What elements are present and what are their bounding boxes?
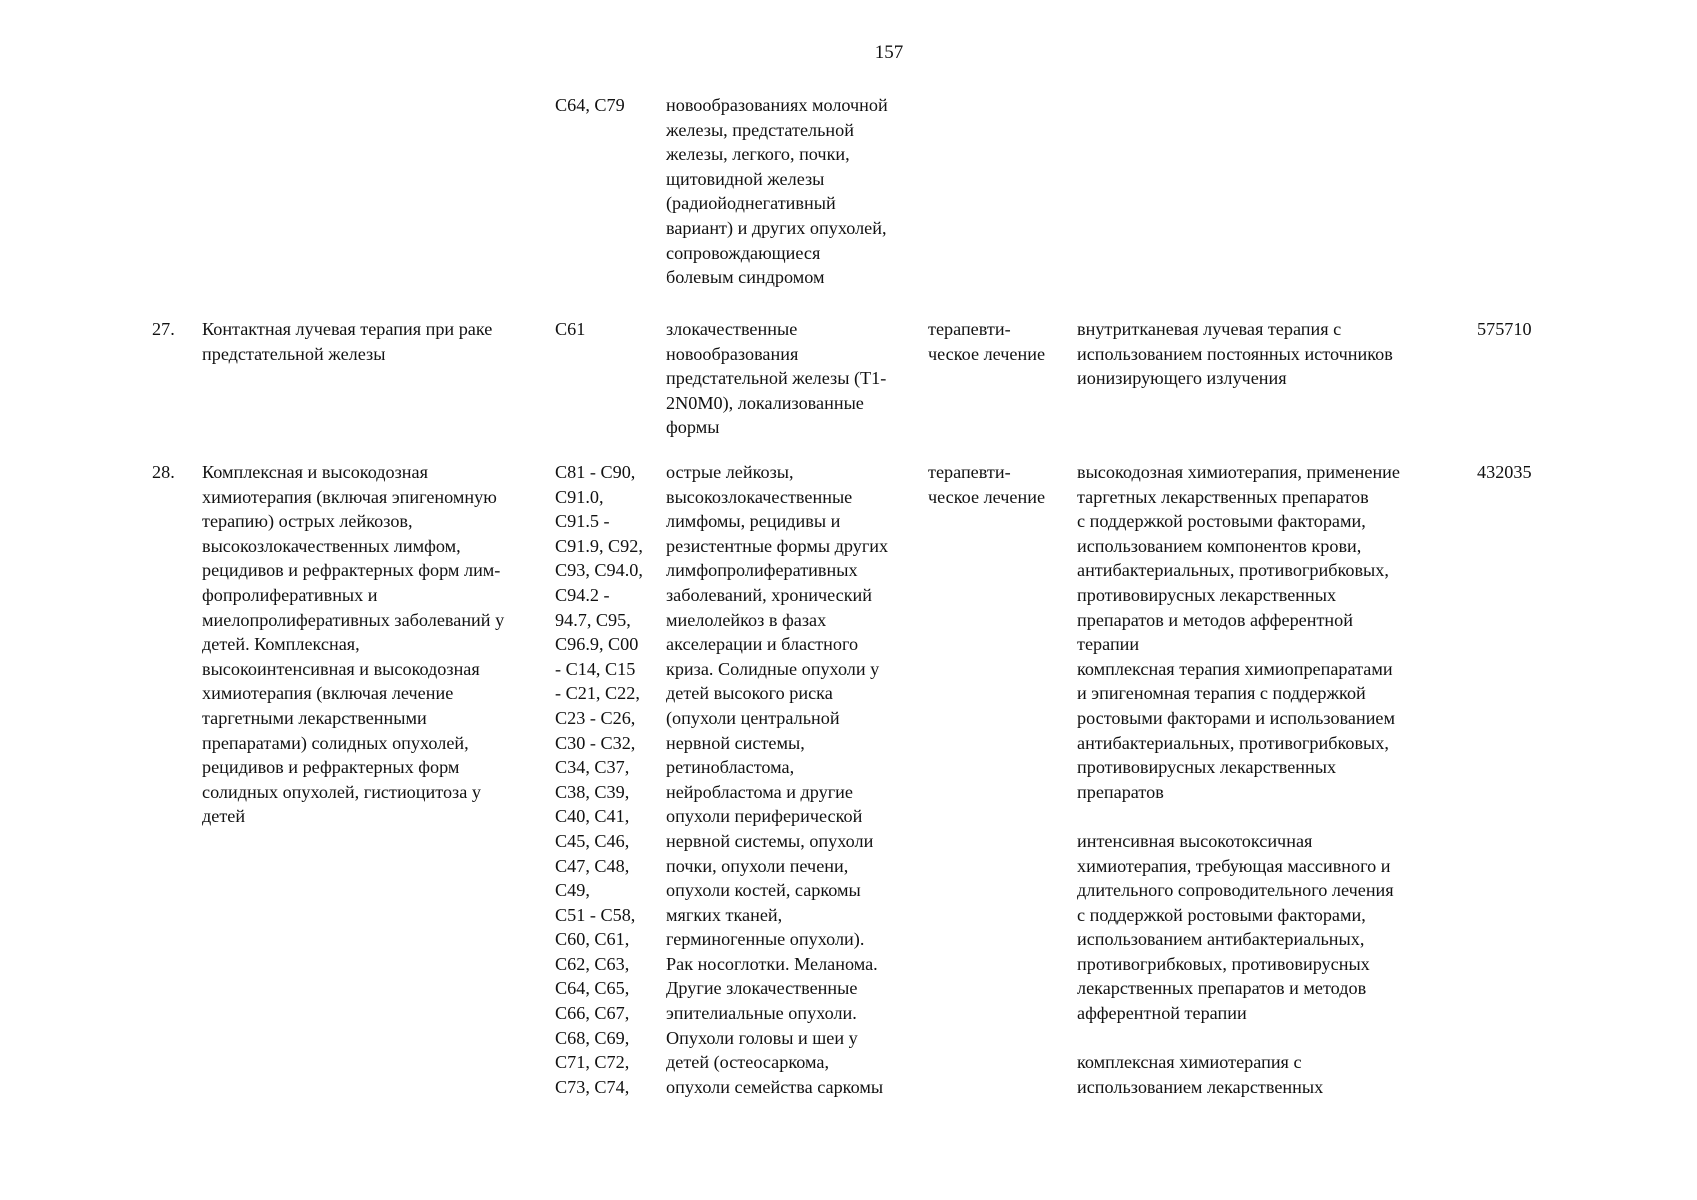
row-name: Контактная лучевая терапия при раке предстательной железы — [202, 319, 493, 364]
row-icd-codes: C64, C79 — [555, 95, 625, 115]
row-icd-codes: C81 - C90, C91.0, C91.5 - C91.9, C92, C93, C94.0, C94.2 - 94.7, C95, C96.9, C00 - C14, C15 - C21, C22, C23 - C26, C30 - C32, C34, C37, C38, C39, C40, C41, C45, C46, C47, C48, C49, C51 - C58, C60, C61, C62, C63, C64, C65, C66, C67, C68, C69, C71, C72, C73, C74, — [555, 462, 643, 1097]
row-treatment-type: терапевти- ческое лечение — [928, 462, 1046, 507]
row-treatment-method: высокодозная химиотерапия, применение таргетных лекарственных препаратов с поддержкой ростовыми факторами, использованием компонентов крови, антибактериальных, противогрибковых, противовирусных лекарственных препаратов и методов афферентной терапии комплексная терапия химиопрепаратами и эпигеномная терапия с поддержкой ростовыми факторами и использованием антибактериальных, противогрибковых, противовирусных лекарственных препаратов интенсивная высокотоксичная химиотерапия, требующая массивного и длительного сопроводительного лечения с поддержкой ростовыми факторами, использованием антибактериальных, противогрибковых, противовирусных лекарственных препаратов и методов афферентной терапии комплексная химиотерапия с использованием лекарственных — [1077, 462, 1400, 1097]
row-number: 28. — [152, 462, 175, 482]
row-cost: 575710 — [1477, 319, 1532, 339]
row-name: Комплексная и высокодозная химиотерапия (включая эпигеномную терапию) острых лейкозов, высокозлокачественных лимфом, рецидивов и рефрактерных форм лим- фопролиферативных и миелопролиферативных заболеваний у детей. Комплексная, высокоинтенсивная и высокодозная химиотерапия (включая лечение таргетными лекарственными препаратами) солидных опухолей, рецидивов и рефрактерных форм солидных опухолей, гистиоцитоза у детей — [202, 462, 505, 827]
row-patient-model: новообразованиях молочной железы, предстательной железы, легкого, почки, щитовидной железы (радиойоднегативный вариант) и других опухолей, сопровождающиеся болевым синдромом — [666, 95, 888, 288]
row-icd-codes: C61 — [555, 319, 586, 339]
row-treatment-type: терапевти- ческое лечение — [928, 319, 1046, 364]
row-patient-model: острые лейкозы, высокозлокачественные лимфомы, рецидивы и резистентные формы других лимфопролиферативных заболеваний, хронический миелолейкоз в фазах акселерации и бластного криза. Солидные опухоли у детей высокого риска (опухоли центральной нервной системы, ретинобластома, нейробластома и другие опухоли периферической нервной системы, опухоли почки, опухоли печени, опухоли костей, саркомы мягких тканей, герминогенные опухоли). Рак носоглотки. Меланома. Другие злокачественные эпителиальные опухоли. Опухоли головы и шеи у детей (остеосаркома, опухоли семейства саркомы — [666, 462, 889, 1097]
row-cost: 432035 — [1477, 462, 1532, 482]
row-treatment-method: внутритканевая лучевая терапия с использованием постоянных источников ионизирующего излучения — [1077, 319, 1393, 389]
page-number: 157 — [874, 42, 904, 63]
row-patient-model: злокачественные новообразования предстательной железы (T1- 2N0M0), локализованные формы — [666, 319, 887, 438]
row-number: 27. — [152, 319, 175, 339]
